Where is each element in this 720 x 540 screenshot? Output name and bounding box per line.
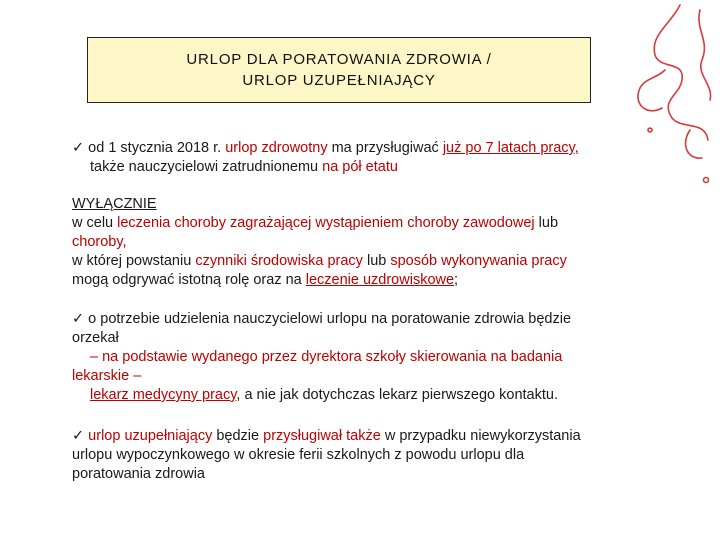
- text-segment: od 1 stycznia 2018 r.: [84, 140, 226, 156]
- paragraph-line: – na podstawie wydanego przez dyrektora szkoły skierowania na badania: [90, 349, 563, 365]
- text-segment: mogą odgrywać istotną rolę: [72, 272, 250, 288]
- check-mark-icon: ✓: [72, 311, 85, 327]
- section-health-leave-eligibility: [72, 139, 672, 177]
- text-segment: także nauczycielowi zatrudnionemu: [90, 159, 323, 175]
- paragraph-line: urlopu wypoczynkowego w okresie ferii szkolnych z powodu urlopu dla: [72, 447, 525, 463]
- highlight-segment: już po 7 latach pracy,: [442, 140, 579, 156]
- paragraph-line: [72, 386, 672, 405]
- paragraph-line: [72, 271, 672, 290]
- section-exclusive-purpose: [72, 195, 672, 290]
- check-mark-icon: ✓: [72, 428, 85, 444]
- paragraph-line: lekarskie –: [72, 368, 142, 384]
- paragraph-line: choroby,: [72, 234, 127, 250]
- paragraph-line: [72, 252, 672, 271]
- section-heading: WYŁĄCZNIE: [72, 196, 157, 212]
- highlight-segment: leczenie uzdrowiskowe: [305, 272, 455, 288]
- highlight-segment: przysługiwał także: [263, 428, 381, 444]
- text-segment: w przypadku niewykorzystania: [380, 428, 581, 444]
- text-segment: oraz na: [249, 272, 306, 288]
- highlight-segment: leczenia choroby zagrażającej wystąpieniem choroby zawodowej: [117, 215, 535, 231]
- text-segment: ma przysługiwać: [327, 140, 443, 156]
- paragraph-line: orzekał: [72, 330, 119, 346]
- text-segment: ;: [454, 272, 459, 288]
- highlight-segment: czynniki środowiska pracy: [195, 253, 363, 269]
- highlight-segment: urlop zdrowotny: [225, 140, 328, 156]
- paragraph-line: [72, 139, 672, 158]
- paragraph-line: [72, 310, 672, 329]
- text-segment: lub: [534, 215, 559, 231]
- text-segment: w której powstaniu: [72, 253, 196, 269]
- highlight-segment: lekarz medycyny pracy: [90, 387, 237, 403]
- paragraph-line: [72, 427, 672, 446]
- section-supplementary-leave: [72, 427, 672, 484]
- title-line-2: URLOP UZUPEŁNIAJĄCY: [242, 72, 436, 89]
- highlight-segment: na pół etatu: [322, 159, 398, 175]
- paragraph-line: poratowania zdrowia: [72, 466, 205, 482]
- text-segment: o potrzebie udzielenia nauczycielowi urlopu na poratowanie zdrowia będzie: [84, 311, 572, 327]
- check-mark-icon: ✓: [72, 140, 85, 156]
- title-line-1: URLOP DLA PORATOWANIA ZDROWIA /: [186, 51, 492, 68]
- text-segment: w celu: [72, 215, 118, 231]
- text-segment: , a nie jak dotychczas lekarz pierwszego kontaktu.: [236, 387, 558, 403]
- paragraph-line: [72, 158, 672, 177]
- highlight-segment: urlop uzupełniający: [84, 428, 213, 444]
- paragraph-line: [72, 214, 672, 233]
- text-segment: będzie: [212, 428, 264, 444]
- highlight-segment: sposób wykonywania pracy: [390, 253, 567, 269]
- title-box: [87, 37, 591, 103]
- section-medical-assessment: [72, 310, 672, 405]
- text-segment: lub: [362, 253, 391, 269]
